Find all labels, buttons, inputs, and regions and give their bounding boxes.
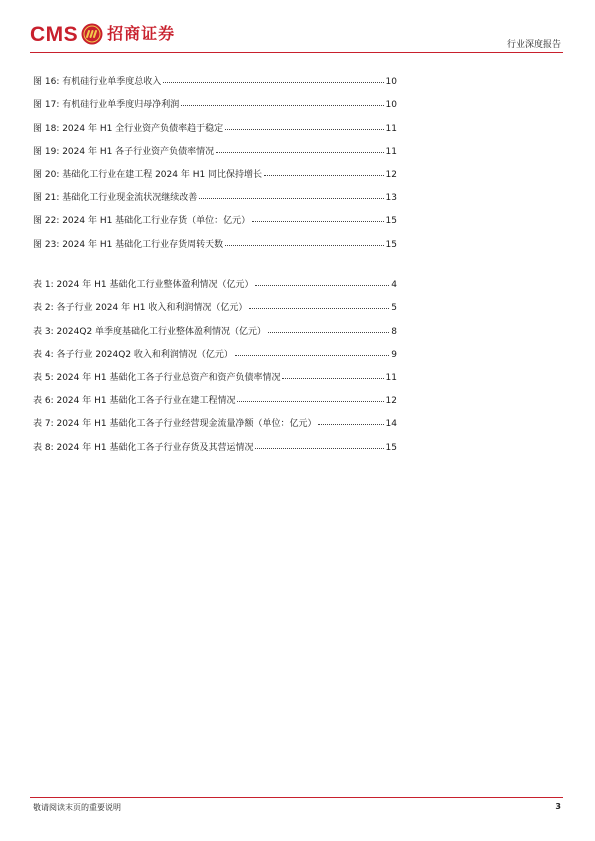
table-entry-title[interactable]: 表 1: 2024 年 H1 基础化工行业整体盈利情况（亿元） — [33, 280, 254, 291]
figure-entry-title[interactable]: 图 20: 基础化工行业在建工程 2024 年 H1 同比保持增长 — [33, 169, 263, 180]
dot-leader — [255, 448, 383, 449]
figure-entry[interactable] — [33, 110, 397, 133]
figure-index-list — [33, 64, 397, 250]
page-number: 3 — [555, 802, 561, 811]
figure-entry[interactable] — [33, 87, 397, 110]
dot-leader — [255, 285, 389, 286]
figure-entry-title[interactable]: 图 18: 2024 年 H1 全行业资产负债率趋于稳定 — [33, 123, 224, 134]
figure-entry[interactable] — [33, 134, 397, 157]
dot-leader — [225, 245, 383, 246]
figure-entry-title[interactable]: 图 21: 基础化工行业现金流状况继续改善 — [33, 193, 198, 204]
table-entry[interactable] — [33, 313, 397, 336]
dot-leader — [268, 332, 389, 333]
figure-entry-title[interactable]: 图 16: 有机硅行业单季度总收入 — [33, 77, 162, 88]
dot-leader — [282, 378, 383, 379]
table-entry-page-number[interactable]: 12 — [385, 396, 397, 407]
table-entry[interactable] — [33, 360, 397, 383]
figure-entry-page-number[interactable]: 11 — [385, 123, 397, 134]
table-entry-title[interactable]: 表 7: 2024 年 H1 基础化工各子行业经营现金流量净额（单位：亿元） — [33, 419, 317, 430]
header-divider — [30, 52, 563, 53]
dot-leader — [264, 175, 383, 176]
report-type-label: 行业深度报告 — [506, 40, 561, 50]
figure-entry-page-number[interactable]: 13 — [385, 193, 397, 204]
figure-entry[interactable] — [33, 203, 397, 226]
figure-entry-title[interactable]: 图 23: 2024 年 H1 基础化工行业存货周转天数 — [33, 239, 224, 250]
footer-disclaimer: 敬请阅读末页的重要说明 — [33, 803, 121, 812]
dot-leader — [318, 424, 383, 425]
dot-leader — [216, 152, 383, 153]
table-entry-title[interactable]: 表 8: 2024 年 H1 基础化工各子行业存货及其营运情况 — [33, 442, 254, 453]
table-entry-title[interactable]: 表 3: 2024Q2 单季度基础化工行业整体盈利情况（亿元） — [33, 326, 267, 337]
figure-entry[interactable] — [33, 64, 397, 87]
logo-chinese-text: 招商证券 — [107, 24, 176, 43]
table-entry-title[interactable]: 表 4: 各子行业 2024Q2 收入和利润情况（亿元） — [33, 349, 233, 360]
table-index-list — [33, 267, 397, 453]
table-entry-page-number[interactable]: 5 — [391, 303, 397, 314]
dot-leader — [225, 129, 383, 130]
figure-entry-page-number[interactable]: 15 — [385, 239, 397, 250]
table-entry-title[interactable]: 表 6: 2024 年 H1 基础化工各子行业在建工程情况 — [33, 396, 236, 407]
figure-entry-page-number[interactable]: 10 — [385, 77, 397, 88]
logo-latin-text: CMS — [30, 22, 79, 46]
table-entry[interactable] — [33, 267, 397, 290]
table-entry[interactable] — [33, 406, 397, 429]
table-entry[interactable] — [33, 383, 397, 406]
figure-entry-title[interactable]: 图 19: 2024 年 H1 各子行业资产负债率情况 — [33, 146, 215, 157]
table-entry-page-number[interactable]: 8 — [391, 326, 397, 337]
company-logo — [30, 20, 175, 48]
table-entry[interactable] — [33, 429, 397, 452]
figure-entry[interactable] — [33, 226, 397, 249]
figure-entry-page-number[interactable]: 15 — [385, 216, 397, 227]
table-entry-title[interactable]: 表 2: 各子行业 2024 年 H1 收入和利润情况（亿元） — [33, 303, 248, 314]
figure-entry-page-number[interactable]: 10 — [385, 100, 397, 111]
page-header — [0, 0, 595, 54]
table-entry-page-number[interactable]: 4 — [391, 280, 397, 291]
figure-entry-page-number[interactable]: 11 — [385, 146, 397, 157]
figure-entry[interactable] — [33, 180, 397, 203]
figure-entry-title[interactable]: 图 17: 有机硅行业单季度归母净利润 — [33, 100, 180, 111]
dot-leader — [181, 105, 383, 106]
dot-leader — [235, 355, 389, 356]
table-entry[interactable] — [33, 290, 397, 313]
table-entry-page-number[interactable]: 9 — [391, 349, 397, 360]
dot-leader — [163, 82, 383, 83]
figure-entry[interactable] — [33, 157, 397, 180]
footer-divider — [30, 797, 563, 798]
dot-leader — [237, 401, 383, 402]
table-entry-page-number[interactable]: 14 — [385, 419, 397, 430]
table-entry-page-number[interactable]: 11 — [385, 372, 397, 383]
figure-entry-page-number[interactable]: 12 — [385, 169, 397, 180]
table-entry[interactable] — [33, 337, 397, 360]
dot-leader — [199, 198, 383, 199]
dot-leader — [252, 221, 383, 222]
figure-entry-title[interactable]: 图 22: 2024 年 H1 基础化工行业存货（单位：亿元） — [33, 216, 251, 227]
dot-leader — [249, 308, 389, 309]
table-entry-title[interactable]: 表 5: 2024 年 H1 基础化工各子行业总资产和资产负债率情况 — [33, 372, 281, 383]
logo-badge-icon — [81, 23, 103, 45]
table-entry-page-number[interactable]: 15 — [385, 442, 397, 453]
